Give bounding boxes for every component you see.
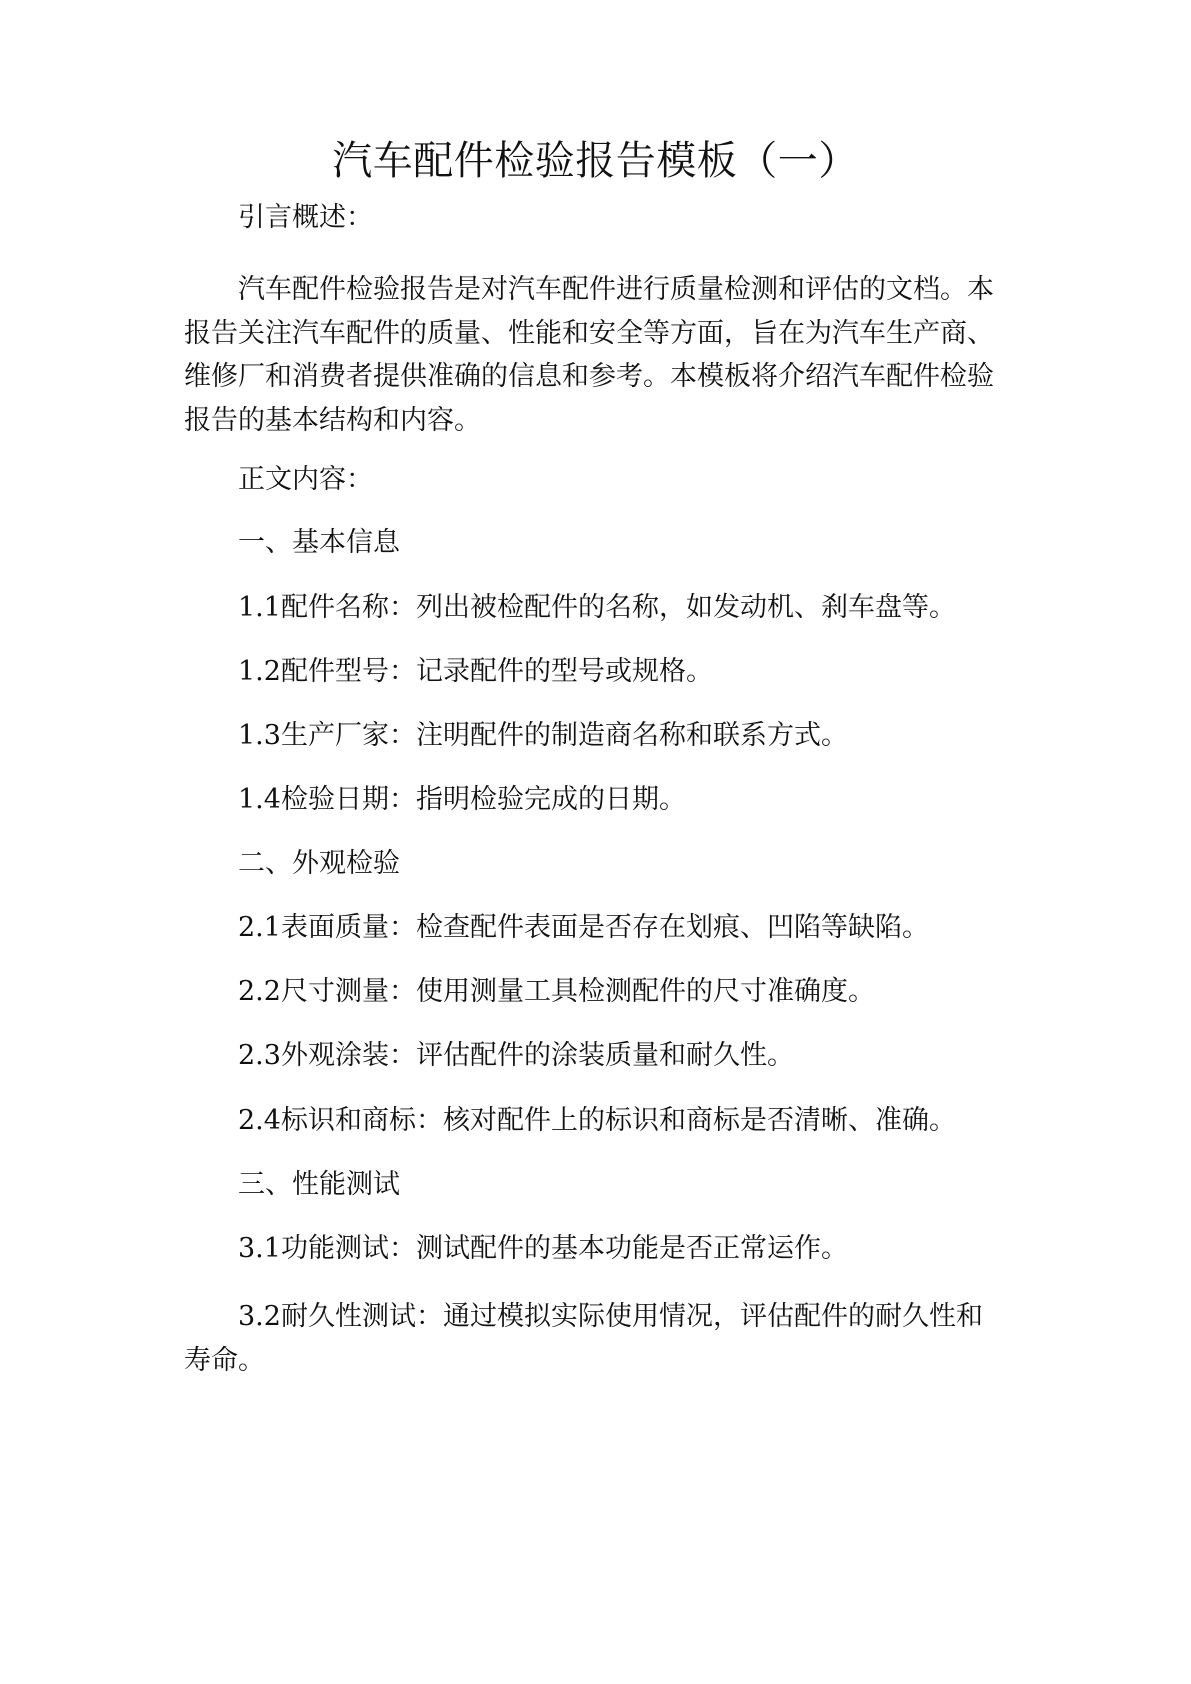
section-heading-appearance: 二、外观检验 (238, 848, 400, 879)
intro-heading: 引言概述： (238, 202, 373, 233)
section-item: 1.4检验日期：指明检验完成的日期。 (238, 784, 686, 815)
section-item: 2.3外观涂装：评估配件的涂装质量和耐久性。 (238, 1040, 794, 1071)
section-item: 2.1表面质量：检查配件表面是否存在划痕、凹陷等缺陷。 (238, 912, 929, 943)
section-item: 3.2耐久性测试：通过模拟实际使用情况，评估配件的耐久性和寿命。 (184, 1301, 983, 1376)
document-title: 汽车配件检验报告模板（一） (332, 138, 859, 184)
section-item: 1.3生产厂家：注明配件的制造商名称和联系方式。 (238, 720, 848, 751)
section-item: 2.4标识和商标：核对配件上的标识和商标是否清晰、准确。 (238, 1105, 956, 1136)
section-heading-performance: 三、性能测试 (238, 1169, 400, 1200)
body-heading: 正文内容： (238, 464, 373, 495)
intro-paragraph: 汽车配件检验报告是对汽车配件进行质量检测和评估的文档。本报告关注汽车配件的质量、性能和安全等方面，旨在为汽车生产商、维修厂和消费者提供准确的信息和参考。本模板将介绍汽车配件检验报告的基本结构和内容。 (184, 274, 994, 436)
section-heading-basic-info: 一、基本信息 (238, 527, 400, 558)
section-item: 1.1配件名称：列出被检配件的名称，如发动机、刹车盘等。 (238, 592, 956, 623)
section-item: 3.1功能测试：测试配件的基本功能是否正常运作。 (238, 1233, 848, 1264)
section-item: 2.2尺寸测量：使用测量工具检测配件的尺寸准确度。 (238, 976, 875, 1007)
section-item: 1.2配件型号：记录配件的型号或规格。 (238, 656, 713, 687)
